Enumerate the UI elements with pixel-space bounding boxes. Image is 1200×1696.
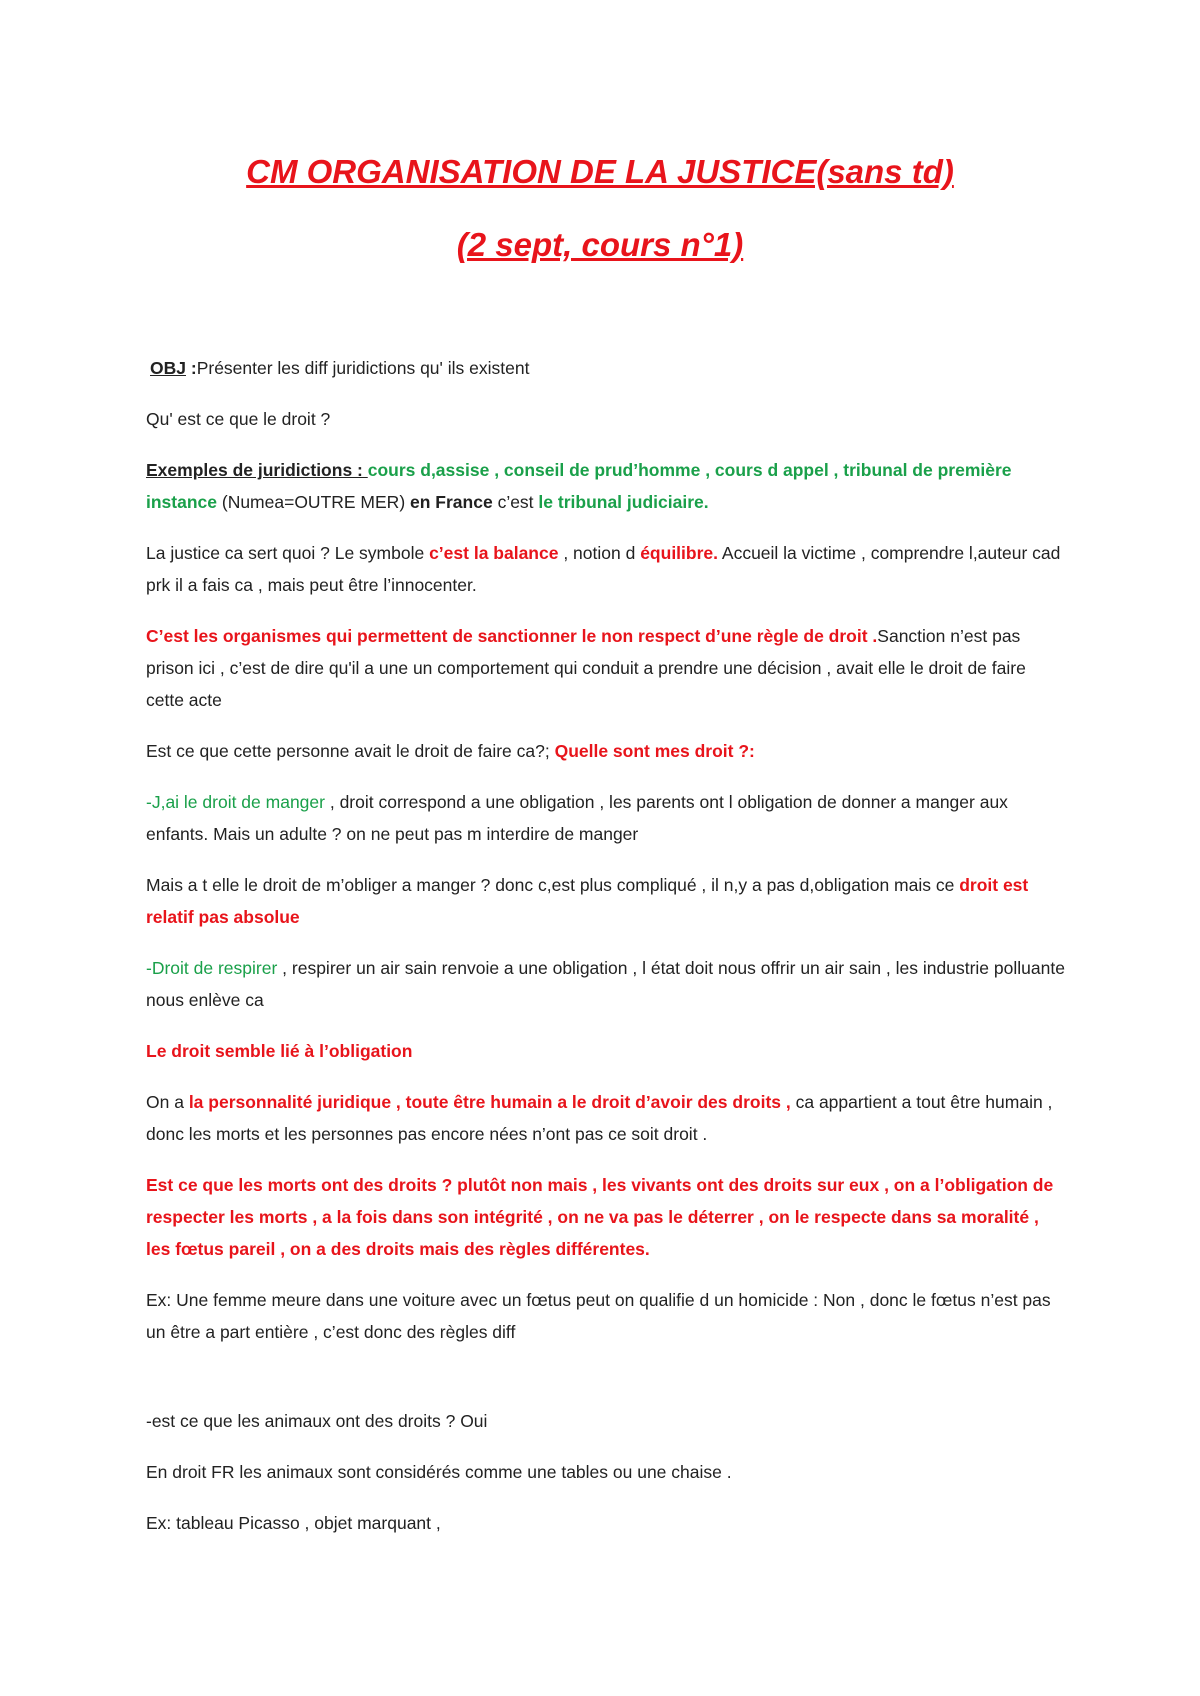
highlight-droit-respirer: -Droit de respirer [146, 958, 278, 978]
paragraph-exemple-picasso [146, 1507, 1066, 1539]
text-run: La justice ca sert quoi ? Le symbole [146, 543, 430, 563]
text-run: On a [146, 1092, 189, 1112]
text-run: Ex: Une femme meure dans une voiture avec un fœtus peut on qualifie d un homicide : Non , donc le fœtus n’est pas un être a part entière , c’est donc des règles diff [146, 1290, 1051, 1342]
paragraph-objective [146, 352, 1066, 384]
paragraph-droit-obligation [146, 1035, 1066, 1067]
question-text: Qu' est ce que le droit ? [146, 409, 331, 429]
text-run: Est ce que cette personne avait le droit de faire ca?; [146, 741, 555, 761]
paragraph-organismes [146, 620, 1066, 716]
highlight-equilibre: équilibre. [640, 543, 718, 563]
text-run: En droit FR les animaux sont considérés comme une tables ou une chaise . [146, 1462, 732, 1482]
examples-cest: c’est [492, 492, 539, 512]
text-run: , droit correspond a une obligation , les parents ont l obligation de donner a manger aux enfants. Mais un adulte ? on ne peut pas m interdire de manger [146, 792, 1008, 844]
paragraph-question-droit [146, 403, 1066, 435]
document-title: CM ORGANISATION DE LA JUSTICE(sans td) [246, 153, 954, 190]
paragraph-justice-symbol [146, 537, 1066, 601]
paragraph-droit-faire [146, 735, 1066, 767]
paragraph-droit-respirer [146, 952, 1066, 1016]
spacer [146, 1367, 1066, 1405]
examples-numea: (Numea=OUTRE MER) [217, 492, 411, 512]
document-subtitle: (2 sept, cours n°1) [456, 226, 744, 263]
text-run: , respirer un air sain renvoie a une obligation , l état doit nous offrir un air sain , les industrie polluante nous enlève ca [146, 958, 1065, 1010]
examples-label: Exemples de juridictions : [146, 460, 368, 480]
objective-label: OBJ [150, 358, 186, 378]
document-body [146, 352, 1066, 1558]
examples-jurisdictions: cours d,assise , conseil de prud’homme , cours d appel , tribunal de première instance [146, 460, 1012, 512]
highlight-personnalite: la personnalité juridique , toute être humain a le droit d’avoir des droits , [188, 1092, 791, 1112]
paragraph-personnalite [146, 1086, 1066, 1150]
text-run: Mais a t elle le droit de m’obliger a manger ? donc c,est plus compliqué , il n,y a pas d,obligation mais ce [146, 875, 960, 895]
objective-text: Présenter les diff juridictions qu' ils existent [196, 358, 530, 378]
highlight-droit-relatif: droit est relatif pas absolue [146, 875, 1029, 927]
highlight-organismes: C’est les organismes qui permettent de sanctionner le non respect d’une règle de droit . [146, 626, 878, 646]
text-run: Ex: tableau Picasso , objet marquant , [146, 1513, 441, 1533]
examples-en-france: en France [410, 492, 493, 512]
highlight-morts: Est ce que les morts ont des droits ? plutôt non mais , les vivants ont des droits sur eux , on a l’obligation de respecter les morts , a la fois dans son intégrité , on ne va pas le déterrer , on le respecte dans sa moralité , les fœtus pareil , on a des droits mais des règles différentes. [146, 1175, 1054, 1259]
paragraph-droit-manger [146, 786, 1066, 850]
text-run: Accueil la victime , comprendre l,auteur cad prk il a fais ca , mais peut être l’innocenter. [146, 543, 1061, 595]
paragraph-exemple-foetus [146, 1284, 1066, 1348]
objective-colon: : [185, 358, 197, 378]
paragraph-morts [146, 1169, 1066, 1265]
highlight-balance: c’est la balance [429, 543, 559, 563]
highlight-droit-manger: -J,ai le droit de manger [146, 792, 325, 812]
text-run: , notion d [558, 543, 641, 563]
text-run: Sanction n’est pas prison ici , c’est de dire qu'il a une un comportement qui conduit a prendre une décision , avait elle le droit de faire cette acte [146, 626, 1026, 710]
paragraph-obliger-manger [146, 869, 1066, 933]
paragraph-animaux [146, 1405, 1066, 1437]
text-run: ca appartient a tout être humain , donc les morts et les personnes pas encore nées n’ont pas ce soit droit . [146, 1092, 1053, 1144]
examples-tribunal-judiciaire: le tribunal judiciaire. [538, 492, 709, 512]
highlight-mes-droits: Quelle sont mes droit ?: [554, 741, 755, 761]
text-run: -est ce que les animaux ont des droits ? Oui [146, 1411, 488, 1431]
paragraph-droit-fr [146, 1456, 1066, 1488]
highlight-droit-lie: Le droit semble lié à l’obligation [146, 1041, 413, 1061]
paragraph-examples [146, 454, 1066, 518]
